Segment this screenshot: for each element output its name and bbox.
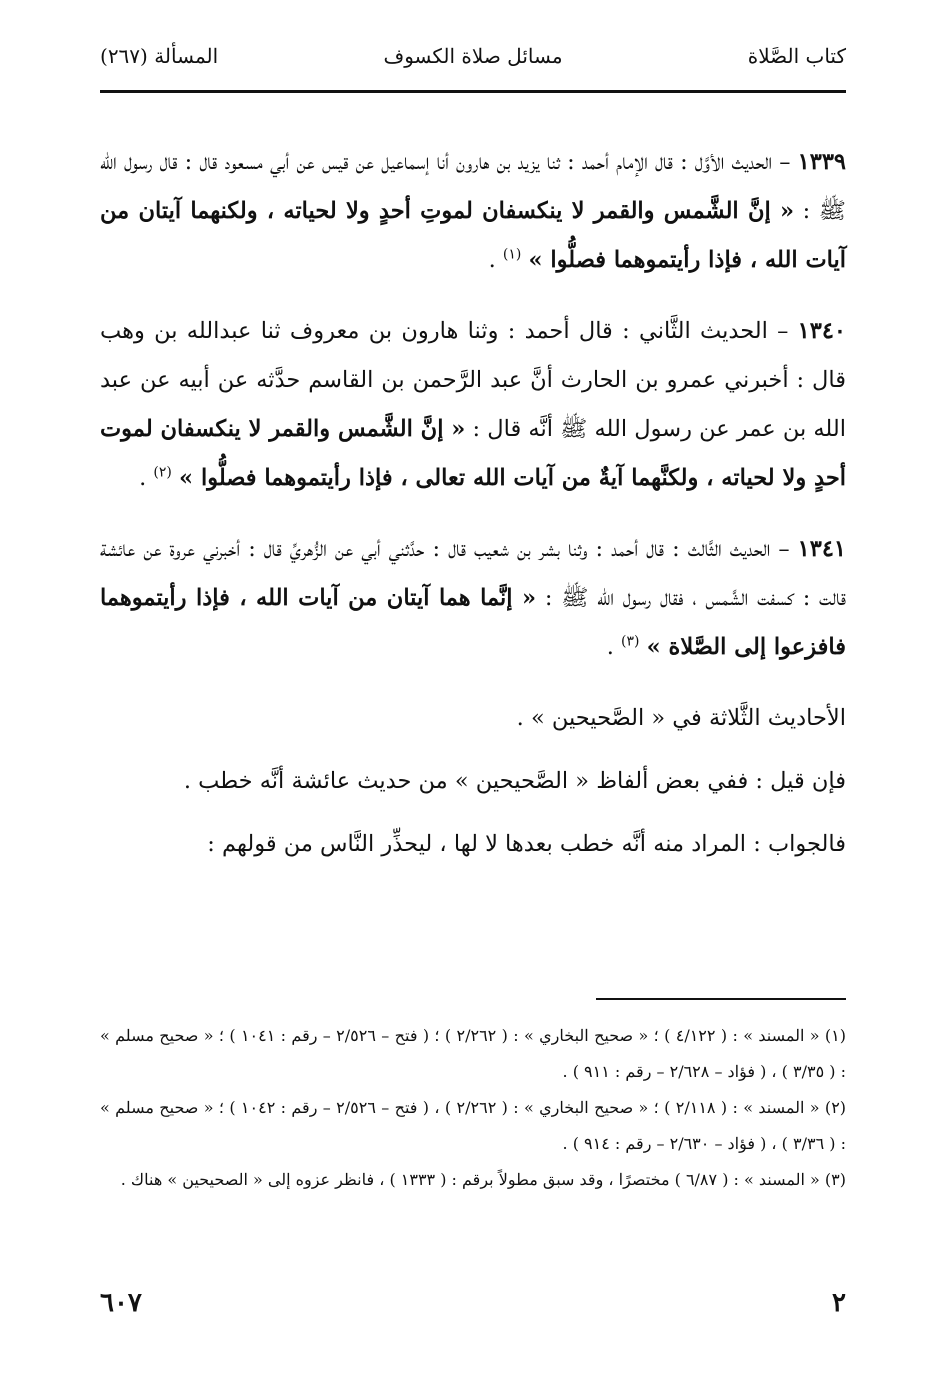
hadith-quote: « إنَّما هما آيتان من آيات الله ، فإذا رأيتموهما فافزعوا إلى الصَّلاة » bbox=[100, 585, 846, 660]
footnote-1: (١) « المسند » : ( ٤/١٢٢ ) ؛ « صحيح البخاري » : ( ٢/٢٦٢ ) ؛ ( فتح – ٢/٥٢٦ – رقم : ١٠٤١ ) ؛ « صحيح مسلم » : ( ٣/٣٥ ) ، ( فؤاد – ٢/٦٢٨ – رقم : ٩١١ ) . bbox=[100, 1026, 847, 1081]
hadith-quote: « إنَّ الشَّمس والقمر لا ينكسفان لموت أحدٍ ولا لحياته ، ولكنَّهما آيةٌ من آيات الله تعالى ، فإذا رأيتموهما فصلُّوا » bbox=[100, 416, 846, 491]
footnote-2: (٢) « المسند » : ( ٢/١١٨ ) ؛ « صحيح البخاري » : ( ٢/٢٦٢ ) ، ( فتح – ٢/٥٢٦ – رقم : ١٠٤٢ ) ؛ « صحيح مسلم » : ( ٣/٣٦ ) ، ( فؤاد – ٢/٦٣٠ – رقم : ٩١٤ ) . bbox=[100, 1098, 847, 1153]
footnotes bbox=[100, 1018, 846, 1198]
page-number: ٦٠٧ bbox=[100, 1288, 142, 1318]
text-line: فالجواب : المراد منه أنَّه خطب بعدها لا لها ، ليحذِّر النَّاس من قولهم : bbox=[207, 831, 846, 857]
hadith-1340: ١٣٤٠ – الحديث الثَّاني : قال أحمد : وثنا هارون بن معروف ثنا عبدالله بن وهب قال : أخبرني عمرو بن الحارث أنَّ عبد الرَّحمن بن القاسم حدَّثه عن أبيه عن عبد الله بن عمر عن رسول الله ﷺ أنَّه قال : « إنَّ الشَّمس والقمر لا ينكسفان لموت أحدٍ ولا لحياته ، ولكنَّهما آيةٌ من آيات الله تعالى ، فإذا رأيتموهما فصلُّوا » $^{(٢)}$ . bbox=[100, 318, 846, 491]
hadith-intro: – الحديث الثَّالث : قال أحمد : وثنا بشر بن شعيب قال : حدَّثني أبي عن الزُّهريِّ قال : أخبرني عروة عن عائشة قالت : كسفت الشَّمس ، فقال رسول الله ﷺ : bbox=[100, 536, 846, 611]
footnote-rule bbox=[596, 998, 846, 1000]
volume-number: ٢ bbox=[832, 1288, 846, 1318]
hadith-1339: ١٣٣٩ – الحديث الأوَّل : قال الإمام أحمد : ثنا يزيد بن هارون أنا إسماعيل عن قيس عن أبي مسعود قال : قال رسول الله ﷺ : « إنَّ الشَّمس والقمر لا ينكسفان لموتِ أحدٍ ولا لحياته ، ولكنهما آيتان من آيات الله ، فإذا رأيتموهما فصلُّوا » $^{(١)}$ . bbox=[100, 149, 846, 273]
footnote-3: (٣) « المسند » : ( ٦/٨٧ ) مختصرًا ، وقد سبق مطولاً برقم : ( ١٣٣٣ ) ، فانظر عزوه إلى « الصحيحين » هناك . bbox=[120, 1170, 846, 1189]
text-line: فإن قيل : ففي بعض ألفاظ « الصَّحيحين » من حديث عائشة أنَّه خطب . bbox=[183, 768, 846, 794]
hadith-number: ١٣٤٠ bbox=[797, 318, 846, 344]
footnote-ref: (٢) bbox=[153, 464, 172, 481]
hadith-number: ١٣٤١ bbox=[797, 536, 846, 562]
text-line: الأحاديث الثَّلاثة في « الصَّحيحين » . bbox=[516, 705, 846, 731]
hadith-1341: ١٣٤١ – الحديث الثَّالث : قال أحمد : وثنا بشر بن شعيب قال : حدَّثني أبي عن الزُّهريِّ قال : أخبرني عروة عن عائشة قالت : كسفت الشَّمس ، فقال رسول الله ﷺ : « إنَّما هما آيتان من آيات الله ، فإذا رأيتموهما فافزعوا إلى الصَّلاة » $^{(٣)}$ . bbox=[100, 536, 846, 660]
header-rule bbox=[100, 90, 846, 93]
issue-number: المسألة (٢٦٧) bbox=[100, 44, 219, 68]
main-text bbox=[100, 138, 846, 883]
book-title: كتاب الصَّلاة bbox=[747, 44, 846, 68]
hadith-intro: – الحديث الثَّاني : قال أحمد : وثنا هارون بن معروف ثنا عبدالله بن وهب قال : أخبرني عمرو بن الحارث أنَّ عبد الرَّحمن بن القاسم حدَّثه عن أبيه عن عبد الله بن عمر عن رسول الله ﷺ أنَّه قال : bbox=[100, 318, 846, 442]
hadith-intro: – الحديث الأوَّل : قال الإمام أحمد : ثنا يزيد بن هارون أنا إسماعيل عن قيس عن أبي مسعود قال : قال رسول الله ﷺ : bbox=[100, 149, 846, 224]
hadith-quote: « إنَّ الشَّمس والقمر لا ينكسفان لموتِ أحدٍ ولا لحياته ، ولكنهما آيتان من آيات الله ، فإذا رأيتموهما فصلُّوا » bbox=[100, 198, 846, 273]
footnote-ref: (١) bbox=[502, 246, 522, 263]
footnote-ref: (٣) bbox=[621, 633, 640, 650]
hadith-number: ١٣٣٩ bbox=[797, 149, 846, 175]
chapter-title: مسائل صلاة الكسوف bbox=[383, 44, 563, 68]
running-header bbox=[100, 44, 846, 76]
